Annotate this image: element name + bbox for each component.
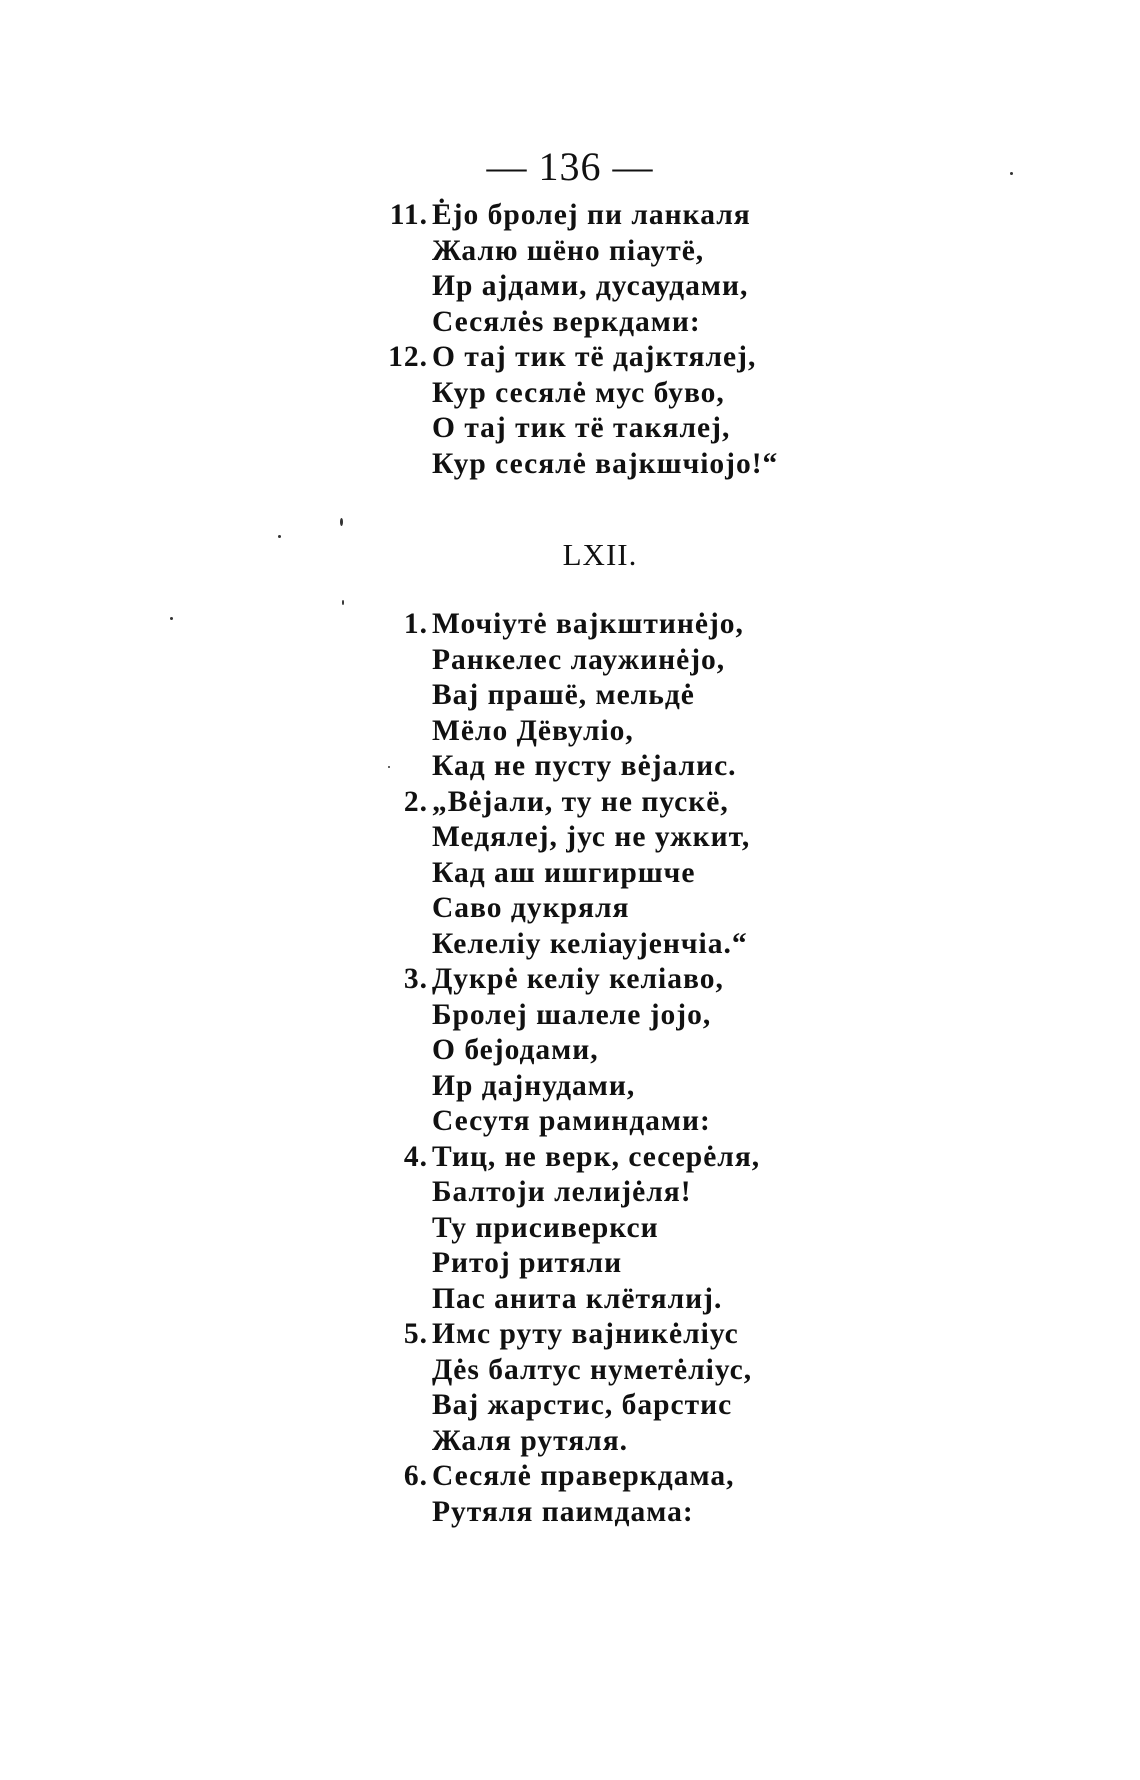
verse-line: Сесялė праверкдама, bbox=[432, 1460, 735, 1492]
verse-line: Жаля рутяля. bbox=[432, 1424, 629, 1457]
scan-speck bbox=[1010, 172, 1013, 175]
verse-line: Дės балтус нуметėліус, bbox=[432, 1353, 753, 1386]
stanza-number: 1. bbox=[403, 608, 428, 640]
verse-line: Жалю шёно піаутё, bbox=[432, 234, 705, 267]
verse-line: Имс руту вајникėліус bbox=[432, 1318, 739, 1350]
verse-line: Сесялės веркдами: bbox=[432, 305, 701, 338]
stanza-number: 2. bbox=[403, 785, 428, 818]
verse-line: „Вėјали, ту не пускё, bbox=[432, 785, 729, 818]
verse-line: Ир ајдами, дусаудами, bbox=[432, 270, 749, 302]
scan-speck bbox=[388, 766, 390, 768]
verse-line: Саво дукряля bbox=[432, 892, 630, 924]
verse-line: Дукрė келіу келіаво, bbox=[432, 963, 724, 995]
stanza-number: 5. bbox=[403, 1318, 428, 1350]
verse-line: Рутяля паимдама: bbox=[432, 1495, 694, 1528]
verse-line: Сесутя раминдами: bbox=[432, 1105, 711, 1137]
verse-line: Кад аш ишгиршче bbox=[432, 856, 696, 889]
verse-line: Вај прашё, мельдė bbox=[432, 679, 695, 711]
verse-line: О тај тик тё дајктялеј, bbox=[432, 341, 757, 373]
verse-line: О тај тик тё такялеј, bbox=[432, 412, 731, 444]
verse-line: Ранкелес лаужинėјо, bbox=[432, 643, 726, 676]
verse-line: Кур сесялė мус буво, bbox=[432, 376, 725, 409]
verse-line: Кур сесялė вајкшчіојо!“ bbox=[432, 447, 779, 480]
verse-line: Тиц, не верк, сесерėля, bbox=[432, 1140, 761, 1173]
verse-line: Ėjo бролеј пи ланкаля bbox=[432, 199, 751, 231]
verse-line: О бејодами, bbox=[432, 1034, 599, 1066]
verse-line: Ту присиверкси bbox=[432, 1211, 659, 1244]
verse-line: Пас анита клётялиј. bbox=[432, 1282, 723, 1315]
scan-speck bbox=[342, 600, 344, 605]
verse-line: Ир дајнудами, bbox=[432, 1069, 636, 1102]
page-number: — 136 — bbox=[486, 144, 654, 189]
scan-speck bbox=[170, 617, 173, 620]
scan-speck bbox=[340, 518, 343, 526]
stanza-number: 6. bbox=[403, 1460, 428, 1492]
verse-line: Бролеј шалеле јојо, bbox=[432, 998, 712, 1031]
verse-line: Медялеј, јус не ужкит, bbox=[432, 821, 751, 853]
verse-line: Балтоји лелијėля! bbox=[432, 1176, 692, 1208]
scan-speck bbox=[278, 535, 281, 538]
verse-line: Келеліу келіаујенчіа.“ bbox=[432, 927, 748, 960]
verse-line: Мёло Дёвуліо, bbox=[432, 714, 634, 747]
verse-line: Вај жарстис, барстис bbox=[432, 1389, 733, 1421]
verse-line: Кад не пусту вėјалис. bbox=[432, 750, 737, 782]
poem-heading: LXII. bbox=[562, 537, 638, 572]
stanza-number: 11. bbox=[389, 199, 428, 231]
stanza-number: 12. bbox=[388, 341, 428, 373]
stanza-number: 3. bbox=[403, 963, 428, 995]
verse-line: Мочіутė вајкштинėјо, bbox=[432, 608, 744, 640]
stanza-number: 4. bbox=[403, 1140, 428, 1173]
verse-line: Ритој ритяли bbox=[432, 1247, 623, 1279]
